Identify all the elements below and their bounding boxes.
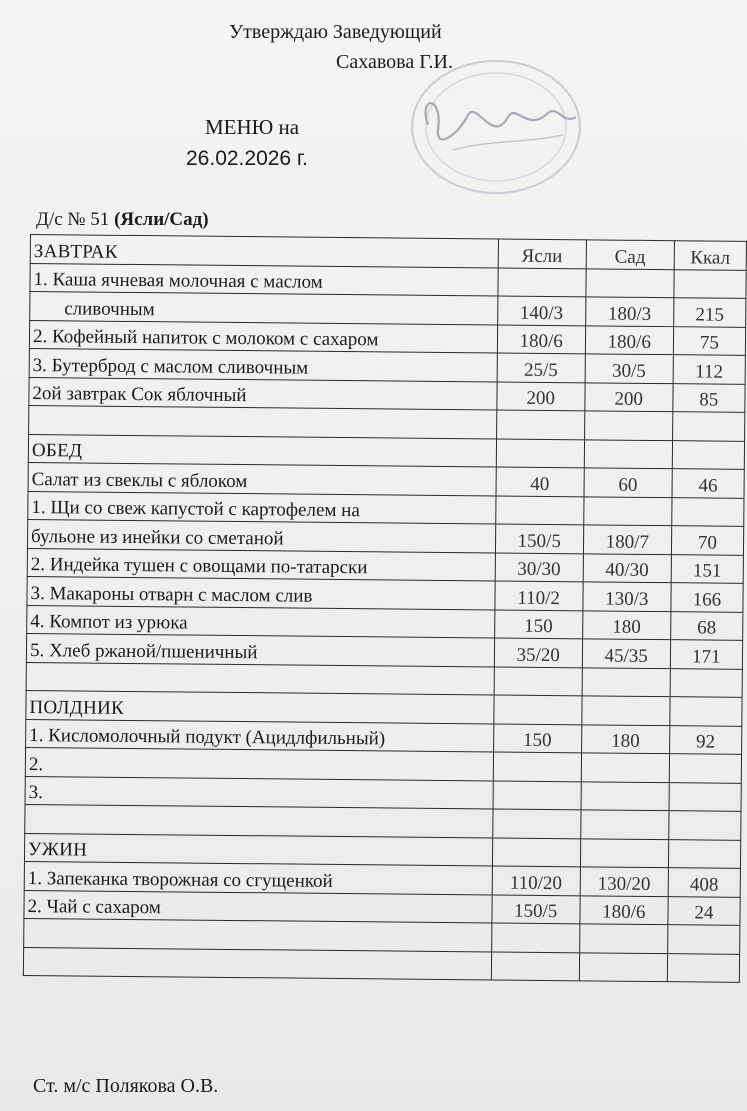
dish-cell: 2. Индейка тушен с овощами по-татарски	[27, 548, 495, 581]
sad-cell	[579, 924, 667, 953]
dish-cell	[25, 804, 493, 837]
dish-cell: 5. Хлеб ржаной/пшеничный	[26, 633, 494, 666]
kcal-cell: 215	[673, 298, 745, 327]
kcal-cell	[672, 440, 744, 469]
kcal-cell: 166	[671, 583, 743, 612]
sad-cell: 60	[584, 468, 672, 497]
sad-cell: 180/7	[583, 525, 671, 554]
table-row	[23, 947, 739, 982]
menu-table	[23, 234, 747, 983]
sad-cell: 40/30	[583, 553, 671, 582]
yasli-cell	[491, 923, 579, 952]
yasli-cell: 150/5	[495, 524, 583, 553]
yasli-cell: 30/30	[495, 552, 583, 581]
kcal-cell: 112	[673, 355, 745, 384]
kcal-cell: 85	[673, 383, 745, 412]
institution-number: Д/с № 51	[36, 209, 110, 230]
kcal-cell	[670, 668, 742, 697]
kcal-cell: 24	[668, 896, 740, 925]
kcal-cell	[672, 412, 744, 441]
kcal-cell: 408	[668, 868, 740, 897]
yasli-cell: 110/2	[495, 581, 583, 610]
kcal-cell	[669, 754, 741, 783]
sad-cell: 180	[582, 610, 670, 639]
sad-cell	[581, 781, 669, 810]
kcal-cell	[669, 782, 741, 811]
kcal-cell: 92	[669, 725, 741, 754]
stamp-seal-icon	[398, 55, 588, 205]
institution-label	[36, 208, 209, 232]
yasli-cell	[491, 951, 579, 980]
yasli-cell	[498, 267, 586, 296]
dish-cell: сливочным	[30, 292, 498, 325]
dish-cell: 1. Каша ячневая молочная с маслом	[30, 263, 498, 296]
page-title: МЕНЮ на	[205, 115, 300, 139]
dish-cell: 2ой завтрак Сок яблочный	[29, 377, 497, 410]
kcal-cell	[667, 925, 739, 954]
sad-cell	[582, 696, 670, 725]
signature-line: Ст. м/с Полякова О.В.	[33, 1075, 219, 1097]
sad-cell	[584, 439, 672, 468]
yasli-cell: 140/3	[497, 296, 585, 325]
sad-cell	[584, 411, 672, 440]
approval-line: Утверждаю Заведующий	[229, 21, 442, 43]
kcal-cell	[669, 811, 741, 840]
kcal-cell: 75	[673, 326, 745, 355]
sad-cell	[579, 952, 667, 981]
kcal-cell	[674, 269, 746, 298]
kcal-cell: 70	[671, 526, 743, 555]
kcal-cell: 46	[672, 469, 744, 498]
dish-cell	[24, 918, 492, 951]
yasli-cell	[496, 410, 584, 439]
kcal-cell: 171	[670, 640, 742, 669]
column-header-kcal: Ккал	[674, 241, 746, 270]
kcal-cell	[672, 497, 744, 526]
yasli-cell: 150	[494, 609, 582, 638]
column-header-sad: Сад	[586, 240, 674, 269]
sad-cell	[583, 496, 671, 525]
sad-cell: 180/6	[585, 325, 673, 354]
yasli-cell: 40	[496, 467, 584, 496]
yasli-cell	[492, 809, 580, 838]
kcal-cell	[667, 953, 739, 982]
yasli-cell: 35/20	[494, 638, 582, 667]
sad-cell: 130/3	[583, 582, 671, 611]
sad-cell: 30/5	[585, 354, 673, 383]
sad-cell: 180/3	[585, 297, 673, 326]
yasli-cell	[495, 495, 583, 524]
yasli-cell	[493, 695, 581, 724]
yasli-cell	[494, 666, 582, 695]
dish-cell	[29, 405, 497, 438]
yasli-cell	[493, 752, 581, 781]
sad-cell	[582, 667, 670, 696]
institution-type: (Ясли/Сад)	[114, 209, 209, 230]
dish-cell: бульоне из инейки со сметаной	[27, 519, 495, 552]
dish-cell: ОБЕД	[28, 434, 496, 467]
sad-cell: 180	[581, 724, 669, 753]
dish-cell: 2. Чай с сахаром	[24, 890, 492, 923]
dish-cell: 2.	[25, 747, 493, 780]
sad-cell: 180/6	[580, 895, 668, 924]
menu-date: 26.02.2026 г.	[186, 147, 308, 170]
dish-cell	[23, 947, 491, 980]
dish-cell: 3. Макароны отварн с маслом слив	[27, 576, 495, 609]
kcal-cell: 151	[671, 554, 743, 583]
dish-cell: 1. Кисломолочный подукт (Ацидлфильный)	[26, 719, 494, 752]
dish-cell: 2. Кофейный напиток с молоком с сахаром	[29, 320, 497, 353]
dish-cell: ЗАВТРАК	[30, 235, 498, 268]
yasli-cell: 150/5	[492, 894, 580, 923]
dish-cell	[26, 662, 494, 695]
kcal-cell	[668, 839, 740, 868]
dish-cell: ПОЛДНИК	[26, 690, 494, 723]
yasli-cell: 25/5	[497, 353, 585, 382]
dish-cell: 1. Щи со свеж капустой с картофелем на	[28, 491, 496, 524]
sad-cell	[586, 268, 674, 297]
yasli-cell	[496, 438, 584, 467]
dish-cell: Салат из свеклы с яблоком	[28, 462, 496, 495]
sad-cell: 130/20	[580, 867, 668, 896]
yasli-cell: 180/6	[497, 324, 585, 353]
sad-cell: 200	[585, 382, 673, 411]
kcal-cell: 68	[670, 611, 742, 640]
kcal-cell	[670, 697, 742, 726]
dish-cell: 3.	[25, 776, 493, 809]
dish-cell: УЖИН	[24, 833, 492, 866]
sad-cell	[581, 753, 669, 782]
sad-cell: 45/35	[582, 639, 670, 668]
yasli-cell	[492, 837, 580, 866]
dish-cell: 1. Запеканка творожная со сгущенкой	[24, 861, 492, 894]
column-header-yasli: Ясли	[498, 239, 586, 268]
dish-cell: 4. Компот из урюка	[27, 605, 495, 638]
yasli-cell: 200	[496, 381, 584, 410]
sad-cell	[580, 810, 668, 839]
approver-name: Сахавова Г.И.	[336, 51, 453, 73]
yasli-cell: 110/20	[492, 866, 580, 895]
yasli-cell: 150	[493, 723, 581, 752]
sad-cell	[580, 838, 668, 867]
dish-cell: 3. Бутерброд с маслом сливочным	[29, 348, 497, 381]
yasli-cell	[493, 780, 581, 809]
